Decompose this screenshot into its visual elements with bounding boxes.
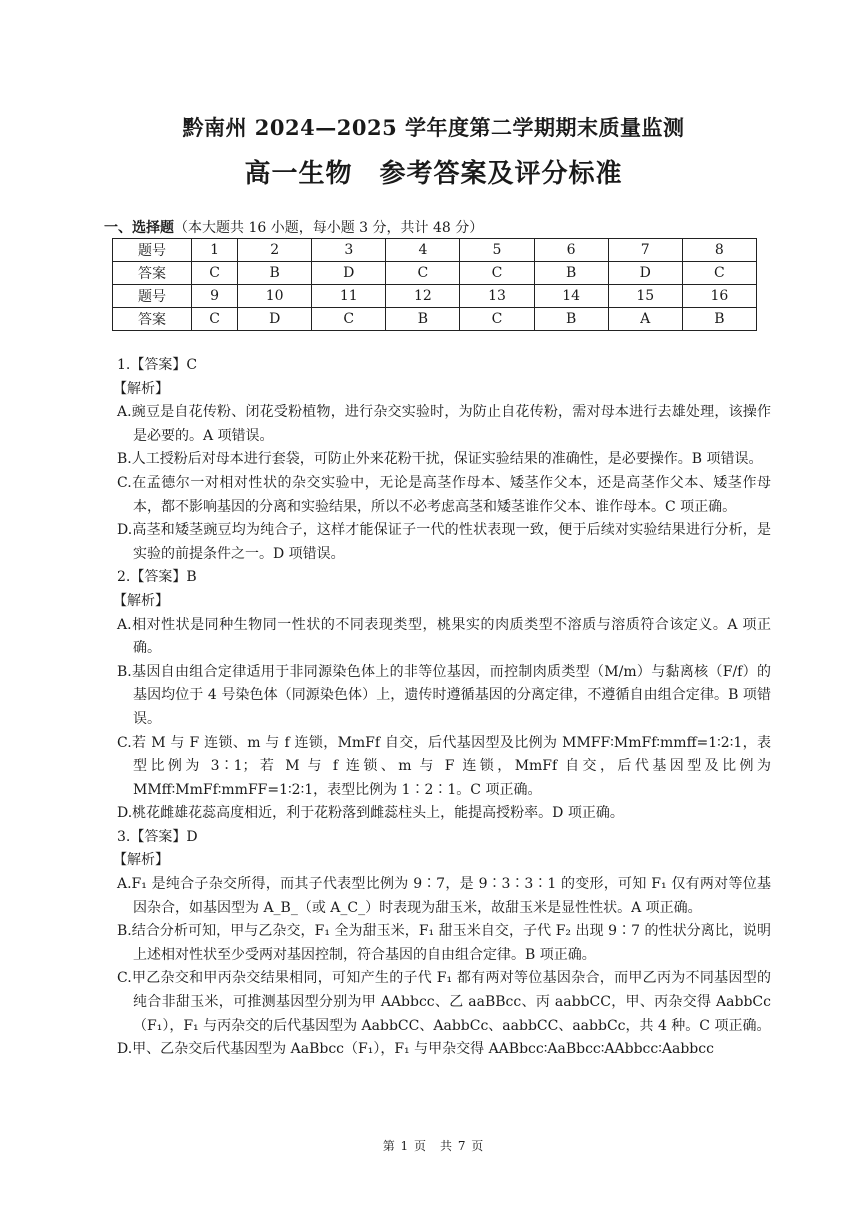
table-row	[113, 308, 757, 331]
row-header-cell: 答案	[113, 262, 192, 285]
analysis-option: B.人工授粉后对母本进行套袋，可防止外来花粉干扰，保证实验结果的准确性，是必要操作。B 项错误。	[117, 451, 763, 468]
page-footer: 第 1 页 共 7 页	[382, 1139, 485, 1153]
table-cell: B	[534, 262, 608, 285]
table-row	[113, 262, 757, 285]
analysis-option: B.结合分析可知，甲与乙杂交，F₁ 全为甜玉米，F₁ 甜玉米自交，子代 F₂ 出现 9∶7 的性状分离比，说明上述相对性状至少受两对基因控制，符合基因的自由组合定律。B 项正确。	[117, 923, 771, 963]
table-cell: D	[312, 262, 386, 285]
table-cell: C	[312, 308, 386, 331]
row-header-cell: 题号	[113, 285, 192, 308]
analysis-option: B.基因自由组合定律适用于非同源染色体上的非等位基因，而控制肉质类型（M/m）与黏离核（F/f）的基因均位于 4 号染色体（同源染色体）上，遗传时遵循基因的分离定律，不遵循自由组合定律。B 项错误。	[117, 663, 771, 727]
table-cell: 12	[386, 285, 460, 308]
table-cell: B	[682, 308, 756, 331]
question-answer-heading: 2.【答案】B	[117, 569, 197, 586]
analysis-option: D.高茎和矮茎豌豆均为纯合子，这样才能保证子一代的性状表现一致，便于后续对实验结果进行分析，是实验的前提条件之一。D 项错误。	[117, 522, 771, 562]
analysis-option: A.豌豆是自花传粉、闭花受粉植物，进行杂交实验时，为防止自花传粉，需对母本进行去雄处理，该操作是必要的。A 项错误。	[117, 404, 771, 444]
table-cell: C	[192, 262, 238, 285]
table-cell: 2	[238, 239, 312, 262]
table-cell: 15	[608, 285, 682, 308]
table-cell: B	[534, 308, 608, 331]
row-header-cell: 答案	[113, 308, 192, 331]
section-description: （本大题共 16 小题，每小题 3 分，共计 48 分）	[174, 220, 484, 236]
table-cell: 4	[386, 239, 460, 262]
table-cell: 7	[608, 239, 682, 262]
analysis-label: 【解析】	[113, 592, 169, 609]
table-cell: D	[608, 262, 682, 285]
analysis-option: C.若 M 与 F 连锁、m 与 f 连锁，MmFf 自交，后代基因型及比例为 MMFF∶MmFf∶mmff=1∶2∶1，表型比例为 3∶1；若 M 与 f 连锁、m 与 F 连锁，MmFf 自交，后代基因型及比例为 MMff∶MmFf∶mmFF=1∶2∶1，表型比例为 1∶2∶1。C 项正确。	[117, 734, 771, 798]
table-cell: B	[386, 308, 460, 331]
analysis-label: 【解析】	[113, 852, 169, 869]
table-cell: 3	[312, 239, 386, 262]
table-cell: 1	[192, 239, 238, 262]
table-cell: B	[238, 262, 312, 285]
table-cell: 16	[682, 285, 756, 308]
table-cell: 11	[312, 285, 386, 308]
document-subtitle: 高一生物 参考答案及评分标准	[244, 159, 623, 189]
row-header-cell: 题号	[113, 239, 192, 262]
table-cell: 14	[534, 285, 608, 308]
table-cell: 10	[238, 285, 312, 308]
analysis-option: A.相对性状是同种生物同一性状的不同表现类型，桃果实的肉质类型不溶质与溶质符合该定义。A 项正确。	[117, 616, 771, 657]
table-cell: 13	[460, 285, 534, 308]
table-cell: C	[460, 262, 534, 285]
table-cell: C	[386, 262, 460, 285]
table-cell: C	[192, 308, 238, 331]
table-cell: 9	[192, 285, 238, 308]
table-cell: C	[460, 308, 534, 331]
analysis-content	[113, 354, 771, 1062]
section-heading	[104, 217, 483, 237]
answer-table	[112, 238, 757, 331]
exam-title: 黔南州 2024—2025 学年度第二学期期末质量监测	[182, 115, 685, 140]
question-answer-heading: 1.【答案】C	[117, 357, 198, 373]
table-cell: D	[238, 308, 312, 331]
analysis-option: A.F₁ 是纯合子杂交所得，而其子代表型比例为 9∶7，是 9∶3∶3∶1 的变形，可知 F₁ 仅有两对等位基因杂合，如基因型为 A_B_（或 A_C_）时表现为甜玉米，故甜玉米是显性性状。A 项正确。	[117, 876, 771, 916]
table-cell: C	[682, 262, 756, 285]
analysis-option: D.甲、乙杂交后代基因型为 AaBbcc（F₁），F₁ 与甲杂交得 AABbcc∶AaBbcc∶AAbbcc∶Aabbcc	[117, 1041, 714, 1058]
table-cell: 8	[682, 239, 756, 262]
table-cell: A	[608, 308, 682, 331]
analysis-label: 【解析】	[113, 380, 169, 397]
table-row	[113, 285, 757, 308]
question-answer-heading: 3.【答案】D	[117, 828, 198, 845]
section-label: 一、选择题	[104, 220, 174, 236]
table-cell: 5	[460, 239, 534, 262]
table-row	[113, 239, 757, 262]
analysis-option: C.在孟德尔一对相对性状的杂交实验中，无论是高茎作母本、矮茎作父本，还是高茎作父本、矮茎作母本，都不影响基因的分离和实验结果，所以不必考虑高茎和矮茎谁作父本、谁作母本。C 项正确。	[117, 474, 771, 515]
analysis-option: C.甲乙杂交和甲丙杂交结果相同，可知产生的子代 F₁ 都有两对等位基因杂合，而甲乙丙为不同基因型的纯合非甜玉米，可推测基因型分别为甲 AAbbcc、乙 aaBBcc、丙 aabbCC，甲、丙杂交得 AabbCc（F₁），F₁ 与丙杂交的后代基因型为 AabbCC、AabbCc、aabbCC、aabbCc，共 4 种。C 项正确。	[117, 970, 771, 1034]
table-cell: 6	[534, 239, 608, 262]
analysis-option: D.桃花雌雄花蕊高度相近，利于花粉落到雌蕊柱头上，能提高授粉率。D 项正确。	[117, 805, 624, 822]
